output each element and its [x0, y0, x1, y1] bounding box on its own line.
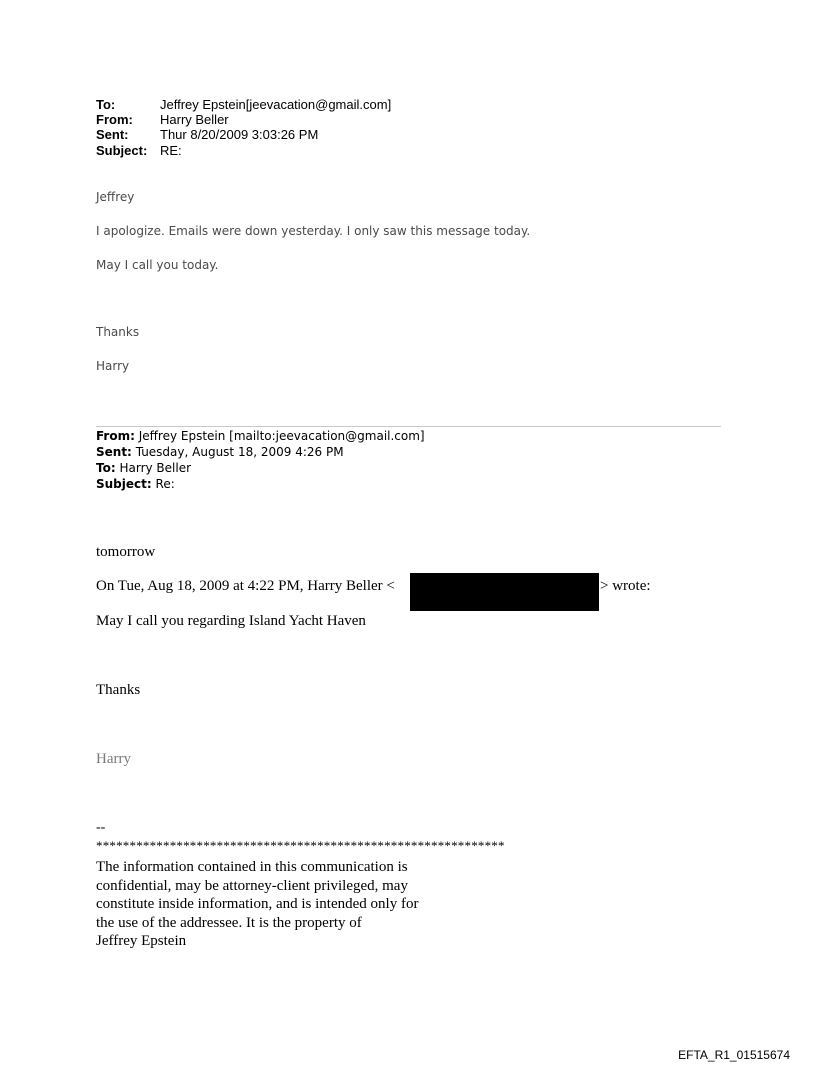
- disclaimer-line: The information contained in this communication is: [96, 859, 408, 875]
- from-label: From:: [96, 112, 133, 127]
- reply-line-2: May I call you today.: [96, 258, 219, 272]
- divider-line: [96, 426, 721, 427]
- attribution-prefix: On Tue, Aug 18, 2009 at 4:22 PM, Harry Beller <: [96, 578, 395, 594]
- sent-label: Sent:: [96, 127, 129, 142]
- subject-label: Subject:: [96, 143, 148, 158]
- quoted-subject-row: [96, 476, 175, 493]
- quoted-message: May I call you regarding Island Yacht Haven: [96, 613, 366, 629]
- quoted-sent-row: [96, 444, 344, 461]
- quoted-subject-label: Subject:: [96, 477, 152, 491]
- from-value: Harry Beller: [160, 112, 229, 127]
- quoted-thanks: Thanks: [96, 682, 141, 698]
- sent-value: Thur 8/20/2009 3:03:26 PM: [160, 127, 319, 142]
- disclaimer-line: Jeffrey Epstein: [96, 933, 187, 950]
- quoted-from-row: [96, 428, 425, 445]
- quoted-sent-value: Tuesday, August 18, 2009 4:26 PM: [135, 445, 344, 459]
- quoted-from-value: Jeffrey Epstein [mailto:jeevacation@gmail.com]: [138, 429, 425, 443]
- reply-thanks: Thanks: [96, 325, 140, 339]
- reply-line-1: I apologize. Emails were down yesterday. I only saw this message today.: [96, 224, 531, 238]
- quoted-reply-text: tomorrow: [96, 544, 156, 560]
- disclaimer-line: confidential, may be attorney-client privileged, may: [96, 877, 408, 894]
- document-id: EFTA_R1_01515674: [678, 1048, 790, 1062]
- disclaimer-line: the use of the addressee. It is the property of: [96, 914, 362, 931]
- to-label: To:: [96, 97, 116, 112]
- quoted-to-value: Harry Beller: [119, 461, 192, 475]
- quoted-subject-value: Re:: [155, 477, 175, 491]
- disclaimer-line: constitute inside information, and is intended only for: [96, 896, 419, 913]
- quoted-to-row: [96, 460, 191, 477]
- quoted-signature: Harry: [96, 751, 131, 767]
- disclaimer-text: [96, 858, 496, 951]
- reply-greeting: Jeffrey: [96, 190, 135, 204]
- reply-signature: Harry: [96, 359, 130, 373]
- star-separator: *************************************************************: [96, 838, 505, 853]
- quoted-to-label: To:: [96, 461, 116, 475]
- redaction-box: [410, 573, 599, 611]
- quoted-from-label: From:: [96, 429, 135, 443]
- to-value: Jeffrey Epstein[jeevacation@gmail.com]: [160, 97, 392, 112]
- attribution-suffix: > wrote:: [600, 578, 651, 594]
- quoted-sent-label: Sent:: [96, 445, 132, 459]
- subject-value: RE:: [160, 143, 182, 158]
- signature-separator: --: [96, 820, 106, 835]
